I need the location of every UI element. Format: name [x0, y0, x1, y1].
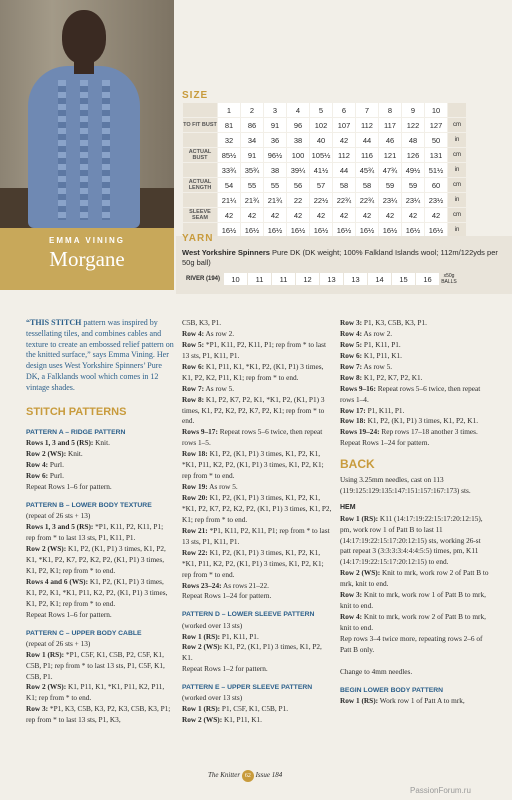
- size-cell: 48: [402, 133, 424, 147]
- size-cell: 23¼: [379, 193, 401, 207]
- size-row: [183, 193, 466, 207]
- back-heading: BACK: [340, 457, 375, 472]
- size-cell: 49½: [402, 163, 424, 177]
- size-cell: 105½: [310, 148, 332, 162]
- instruction-line: Row 4: Purl.: [26, 460, 64, 470]
- lower-body-text: [340, 696, 490, 707]
- size-cell: 55: [241, 178, 263, 192]
- yarn-shade-label: RIVER (194): [183, 273, 223, 285]
- model-photo: [0, 0, 174, 228]
- size-cell: 42: [356, 208, 378, 222]
- size-row: [183, 133, 466, 147]
- size-row: [183, 118, 466, 132]
- size-cell: 33¾: [218, 163, 240, 177]
- pattern-e-heading: PATTERN E – UPPER SLEEVE PATTERN: [182, 684, 313, 692]
- instruction-line: Row 7: As row 5.: [340, 361, 393, 371]
- yarn-unit: x50g BALLS: [441, 273, 457, 285]
- size-cell: 4: [287, 103, 309, 117]
- size-unit: in: [448, 133, 466, 147]
- size-cell: 127: [425, 118, 447, 132]
- instruction-line: Row 6: K1, P11, K1.: [340, 350, 402, 360]
- size-cell: 42: [333, 133, 355, 147]
- size-row-label: [183, 103, 217, 117]
- size-cell: 16½: [402, 223, 424, 237]
- size-cell: 8: [379, 103, 401, 117]
- size-cell: 121: [379, 148, 401, 162]
- column-1: [26, 318, 174, 726]
- designer-name: EMMA VINING: [49, 236, 125, 245]
- size-unit: in: [448, 163, 466, 177]
- yarn-ball-count: 13: [320, 273, 343, 285]
- size-cell: 85½: [218, 148, 240, 162]
- size-cell: 5: [310, 103, 332, 117]
- size-cell: 16½: [264, 223, 286, 237]
- size-cell: 16½: [425, 223, 447, 237]
- pattern-a-heading: PATTERN A – RIDGE PATTERN: [26, 429, 126, 437]
- size-heading: SIZE: [182, 90, 209, 101]
- size-unit: in: [448, 223, 466, 237]
- size-cell: 112: [356, 118, 378, 132]
- issue-number: Issue 184: [255, 771, 283, 779]
- instruction-line: Rows 1, 3 and 5 (RS): Knit.: [26, 438, 110, 448]
- size-cell: 16½: [333, 223, 355, 237]
- size-cell: 22: [287, 193, 309, 207]
- size-cell: 60: [425, 178, 447, 192]
- size-row-label: [183, 193, 217, 207]
- instruction-line: Row 1 (RS): Work row 1 of Patt A to mrk,: [340, 695, 465, 705]
- size-cell: 6: [333, 103, 355, 117]
- pattern-a-text: [26, 438, 174, 493]
- hem-heading: HEM: [340, 504, 356, 512]
- size-row: [183, 148, 466, 162]
- size-unit: cm: [448, 118, 466, 132]
- instruction-line: (repeat of 26 sts + 13): [26, 638, 91, 648]
- pattern-d-heading: PATTERN D – LOWER SLEEVE PATTERN: [182, 611, 315, 619]
- size-cell: 40: [310, 133, 332, 147]
- instruction-line: Row 3: *P1, K3, C5B, K3, P2, K3, C5B, K3, P1; rep from * to last 13 sts, P1, K3,: [26, 704, 171, 725]
- lower-body-heading: BEGIN LOWER BODY PATTERN: [340, 686, 444, 694]
- size-unit: [448, 103, 466, 117]
- intro-lead: “THIS STITCH: [26, 318, 82, 327]
- watermark: PassionForum.ru: [410, 786, 471, 795]
- instruction-line: Repeat Rows 1–6 for pattern.: [26, 609, 112, 619]
- instruction-line: Row 2 (WS): Knit to mrk, work row 2 of Patt B to mrk, knit to end.: [340, 568, 489, 589]
- yarn-ball-count: 15: [392, 273, 415, 285]
- size-cell: 42: [241, 208, 263, 222]
- instruction-line: Row 2 (WS): K1, P2, (K1, P1) 3 times, K1, P2, K1, *K1, P2, K7, P2, K2, P2, (K1, P1) 3 times, K1, P2, K1; rep from * to end.: [26, 543, 166, 575]
- instruction-line: Change to 4mm needles.: [340, 666, 413, 676]
- instruction-line: Row 4: Knit to mrk, work row 2 of Patt B to mrk, knit to end.: [340, 612, 486, 632]
- size-cell: 58: [356, 178, 378, 192]
- column-3: [340, 318, 490, 707]
- instruction-line: Repeat Rows 1–2 for pattern.: [182, 664, 268, 674]
- instruction-line: Row 18: K1, P2, (K1, P1) 3 times, K1, P2, K1.: [340, 416, 479, 426]
- pattern-c-continued: [182, 318, 332, 602]
- size-row-label: [183, 133, 217, 147]
- instruction-line: Row 1 (RS): P1, K11, P1.: [182, 631, 259, 641]
- magazine-name: The Knitter: [208, 771, 241, 779]
- size-cell: 102: [310, 118, 332, 132]
- instruction-line: Rows 19–24: Rep rows 17–18 another 3 times.: [340, 427, 478, 437]
- size-cell: 23½: [425, 193, 447, 207]
- size-cell: 16½: [310, 223, 332, 237]
- instruction-line: Row 6: K1, P11, K1, *K1, P2, (K1, P1) 3 times, K1, P2, K2, P11, K1; rep from * to end.: [182, 361, 324, 382]
- instruction-line: Row 1 (RS): P1, C5F, K1, C5B, P1.: [182, 704, 289, 714]
- instruction-line: Repeat Rows 1–6 for pattern.: [26, 482, 112, 492]
- yarn-brand: West Yorkshire Spinners: [182, 248, 270, 257]
- size-cell: 34: [241, 133, 263, 147]
- size-cell: 22¾: [356, 193, 378, 207]
- instruction-line: Rep rows 3–4 twice more, repeating rows 2–6 of Patt B only.: [340, 633, 483, 654]
- size-row-label: ACTUAL BUST: [183, 148, 217, 162]
- size-cell: 42: [402, 208, 424, 222]
- instruction-line: Row 22: K1, P2, (K1, P1) 3 times, K1, P2, K1, *K1, P11, K2, P2, (K1, P1) 3 times, K1, P2, K1; rep from * to end.: [182, 547, 324, 579]
- size-cell: 56: [287, 178, 309, 192]
- size-cell: 23¼: [402, 193, 424, 207]
- instruction-line: (worked over 13 sts): [182, 693, 243, 703]
- size-cell: 58: [333, 178, 355, 192]
- size-cell: 42: [425, 208, 447, 222]
- size-unit: cm: [448, 208, 466, 222]
- instruction-line: Row 8: K1, P2, K7, P2, K1, *K1, P2, (K1, P1) 3 times, K1, P2, K2, P2, K7, P2, K1; rep from * to end.: [182, 394, 325, 426]
- yarn-ball-count: 14: [368, 273, 391, 285]
- instruction-line: Row 6: Purl.: [26, 471, 64, 481]
- instruction-line: C5B, K3, P1.: [182, 318, 222, 327]
- size-cell: 16½: [218, 223, 240, 237]
- instruction-line: Row 21: *P1, K11, P2, K11, P1; rep from * to last 13 sts, P1, K11, P1.: [182, 525, 330, 546]
- size-cell: 46: [379, 133, 401, 147]
- yarn-desc: Pure DK (DK weight; 100% Falkland Islands wool; 112m/122yds per 50g ball): [182, 248, 498, 267]
- size-cell: 107: [333, 118, 355, 132]
- instruction-line: Row 8: K1, P2, K7, P2, K1.: [340, 372, 423, 382]
- size-cell: 59: [379, 178, 401, 192]
- size-cell: 16½: [287, 223, 309, 237]
- size-cell: 42: [333, 208, 355, 222]
- instruction-line: Row 20: K1, P2, (K1, P1) 3 times, K1, P2, K1, *K1, P2, K7, P2, K2, P2, (K1, P1) 3 times, K1, P2, K1; rep from * to end.: [182, 493, 332, 524]
- page-footer: [208, 770, 282, 782]
- size-cell: 39¼: [287, 163, 309, 177]
- size-row: [183, 163, 466, 177]
- yarn-ball-count: 16: [416, 273, 439, 285]
- size-cell: 116: [356, 148, 378, 162]
- instruction-line: Row 3: Knit to mrk, work row 1 of Patt B to mrk, knit to end.: [340, 590, 486, 611]
- size-cell: 112: [333, 148, 355, 162]
- size-cell: 21¾: [264, 193, 286, 207]
- instruction-line: Rows 9–17: Repeat rows 5–6 twice, then repeat rows 1–5.: [182, 427, 323, 448]
- column-2: [182, 318, 332, 726]
- intro-text: [26, 318, 174, 394]
- stitch-patterns-heading: STITCH PATTERNS: [26, 405, 127, 418]
- yarn-ball-count: 10: [224, 273, 247, 285]
- hem-text: [340, 514, 490, 678]
- page-number: 62: [242, 770, 254, 782]
- size-row-label: ACTUAL LENGTH: [183, 178, 217, 192]
- instruction-line: Repeat Rows 1–24 for pattern.: [340, 438, 430, 448]
- size-cell: 96: [287, 118, 309, 132]
- instruction-line: Using 3.25mm needles, cast on 113 (119:125:129:135:147:151:157:167:173) sts.: [340, 475, 471, 496]
- size-cell: 45¾: [356, 163, 378, 177]
- size-table: [182, 102, 467, 238]
- size-cell: 10: [425, 103, 447, 117]
- instruction-line: (worked over 13 sts): [182, 620, 243, 630]
- size-cell: 21¾: [241, 193, 263, 207]
- pattern-c-text: [26, 639, 174, 727]
- size-cell: 44: [356, 133, 378, 147]
- size-cell: 16½: [379, 223, 401, 237]
- yarn-ball-count: 11: [272, 273, 295, 285]
- size-cell: 81: [218, 118, 240, 132]
- instruction-line: Row 1 (RS): *P1, C5F, K1, C5B, P2, C5F, K1, C5B, P1; rep from * to last 13 sts, P1, C5F, K1, C5B, P1.: [26, 649, 165, 681]
- size-cell: 2: [241, 103, 263, 117]
- pattern-b-text: [26, 511, 174, 620]
- instruction-line: (repeat of 26 sts + 13): [26, 511, 91, 521]
- yarn-row: [183, 273, 458, 285]
- size-cell: 38: [287, 133, 309, 147]
- size-cell: 86: [241, 118, 263, 132]
- size-cell: 42: [218, 208, 240, 222]
- size-cell: 50: [425, 133, 447, 147]
- size-cell: 41½: [310, 163, 332, 177]
- pattern-b-heading: PATTERN B – LOWER BODY TEXTURE: [26, 501, 152, 509]
- size-row: [183, 103, 466, 117]
- yarn-description: [182, 248, 504, 268]
- size-cell: 55: [264, 178, 286, 192]
- pattern-e-continued: [340, 318, 490, 449]
- instruction-line: Row 2 (WS): K1, P2, (K1, P1) 3 times, K1, P2, K1.: [182, 642, 322, 663]
- instruction-line: Row 5: *P1, K11, P2, K11, P1; rep from * to last 13 sts, P1, K11, P1.: [182, 339, 326, 360]
- size-row-label: SLEEVE SEAM: [183, 208, 217, 222]
- size-cell: 7: [356, 103, 378, 117]
- size-unit: in: [448, 193, 466, 207]
- instruction-line: Rows 1, 3 and 5 (RS): *P1, K11, P2, K11, P1; rep from * to last 13 sts, P1, K11, P1.: [26, 522, 164, 543]
- size-unit: cm: [448, 148, 466, 162]
- yarn-ball-count: 12: [296, 273, 319, 285]
- instruction-line: Row 7: As row 5.: [182, 383, 235, 393]
- instruction-line: Row 3: P1, K3, C5B, K3, P1.: [340, 318, 427, 327]
- size-cell: 126: [402, 148, 424, 162]
- size-cell: 36: [264, 133, 286, 147]
- yarn-ball-count: 11: [248, 273, 271, 285]
- yarn-heading: YARN: [182, 233, 214, 244]
- pattern-title: Morgane: [49, 247, 125, 271]
- instruction-line: Rows 9–16: Repeat rows 5–6 twice, then repeat rows 1–4.: [340, 383, 481, 404]
- pattern-e-text: [182, 693, 332, 726]
- pattern-c-heading: PATTERN C – UPPER BODY CABLE: [26, 629, 142, 637]
- size-row-label: TO FIT BUST: [183, 118, 217, 132]
- size-row: [183, 223, 466, 237]
- instruction-line: Row 19: As row 5.: [182, 482, 238, 492]
- name-panel: [0, 228, 174, 290]
- instruction-line: Row 5: P1, K11, P1.: [340, 339, 401, 349]
- size-cell: 22½: [310, 193, 332, 207]
- size-cell: 16½: [356, 223, 378, 237]
- instruction-line: Row 2 (WS): K1, P11, K1.: [182, 715, 263, 725]
- instruction-line: Rows 23–24: As rows 21–22.: [182, 580, 269, 590]
- size-cell: 21¼: [218, 193, 240, 207]
- size-cell: 16½: [241, 223, 263, 237]
- size-cell: 44: [333, 163, 355, 177]
- instruction-line: Repeat Rows 1–24 for pattern.: [182, 591, 272, 601]
- size-cell: 32: [218, 133, 240, 147]
- size-cell: 42: [379, 208, 401, 222]
- size-cell: 57: [310, 178, 332, 192]
- size-cell: 54: [218, 178, 240, 192]
- size-cell: 91: [264, 118, 286, 132]
- size-cell: 59: [402, 178, 424, 192]
- size-cell: 42: [310, 208, 332, 222]
- size-cell: 96½: [264, 148, 286, 162]
- intro-body: pattern was inspired by tessellating tiles, and combines cables and texture to create an embossed relief pattern on the knitted surface,” says Emma Vining. Her design uses West Yorkshire Spinners’ Pure DK, a Falklands wool which comes in 12 vintage shades.: [26, 318, 174, 392]
- size-cell: 38: [264, 163, 286, 177]
- size-cell: 131: [425, 148, 447, 162]
- instruction-line: Row 1 (RS): K11 (14:17:19:22:15:17:20:12:15), pm, work row 1 of Patt B to last 11 (14:17:19:22:15:17:20:12:15) sts, working 26-st patt repeat 3 (3:3:3:3:4:4:4:5:5) times, pm, K11 (14:17:19:22:15:17:20:12:15) to end.: [340, 513, 483, 567]
- instruction-line: Row 18: K1, P2, (K1, P1) 3 times, K1, P2, K1, *K1, P11, K2, P2, (K1, P1) 3 times, K1, P2, K1; rep from * to end.: [182, 449, 324, 481]
- size-cell: 51½: [425, 163, 447, 177]
- instruction-line: Row 2 (WS): Knit.: [26, 449, 83, 459]
- size-cell: 122: [402, 118, 424, 132]
- instruction-line: Rows 4 and 6 (WS): K1, P2, (K1, P1) 3 times, K1, P2, K1, *K1, P11, K2, P2, (K1, P1) 3 times, K1, P2, K1; rep from * to end.: [26, 576, 168, 608]
- pattern-d-text: [182, 621, 332, 676]
- size-row: [183, 178, 466, 192]
- size-cell: 117: [379, 118, 401, 132]
- size-cell: 35¾: [241, 163, 263, 177]
- size-cell: 22¾: [333, 193, 355, 207]
- size-cell: 9: [402, 103, 424, 117]
- size-cell: 42: [264, 208, 286, 222]
- size-cell: 47¾: [379, 163, 401, 177]
- size-cell: 1: [218, 103, 240, 117]
- instruction-line: Row 4: As row 2.: [340, 328, 393, 338]
- size-unit: cm: [448, 178, 466, 192]
- size-cell: 100: [287, 148, 309, 162]
- instruction-line: Row 2 (WS): K1, P11, K1, *K1, P11, K2, P11, K1; rep from * to end.: [26, 682, 165, 703]
- instruction-line: Row 17: P1, K11, P1.: [340, 405, 405, 415]
- yarn-ball-count: 13: [344, 273, 367, 285]
- size-cell: 42: [287, 208, 309, 222]
- instruction-line: Row 4: As row 2.: [182, 328, 235, 338]
- size-cell: 3: [264, 103, 286, 117]
- instruction-line: [340, 656, 490, 667]
- size-row-label: [183, 163, 217, 177]
- size-row: [183, 208, 466, 222]
- back-text: [340, 475, 490, 497]
- yarn-table: [182, 272, 459, 286]
- size-cell: 91: [241, 148, 263, 162]
